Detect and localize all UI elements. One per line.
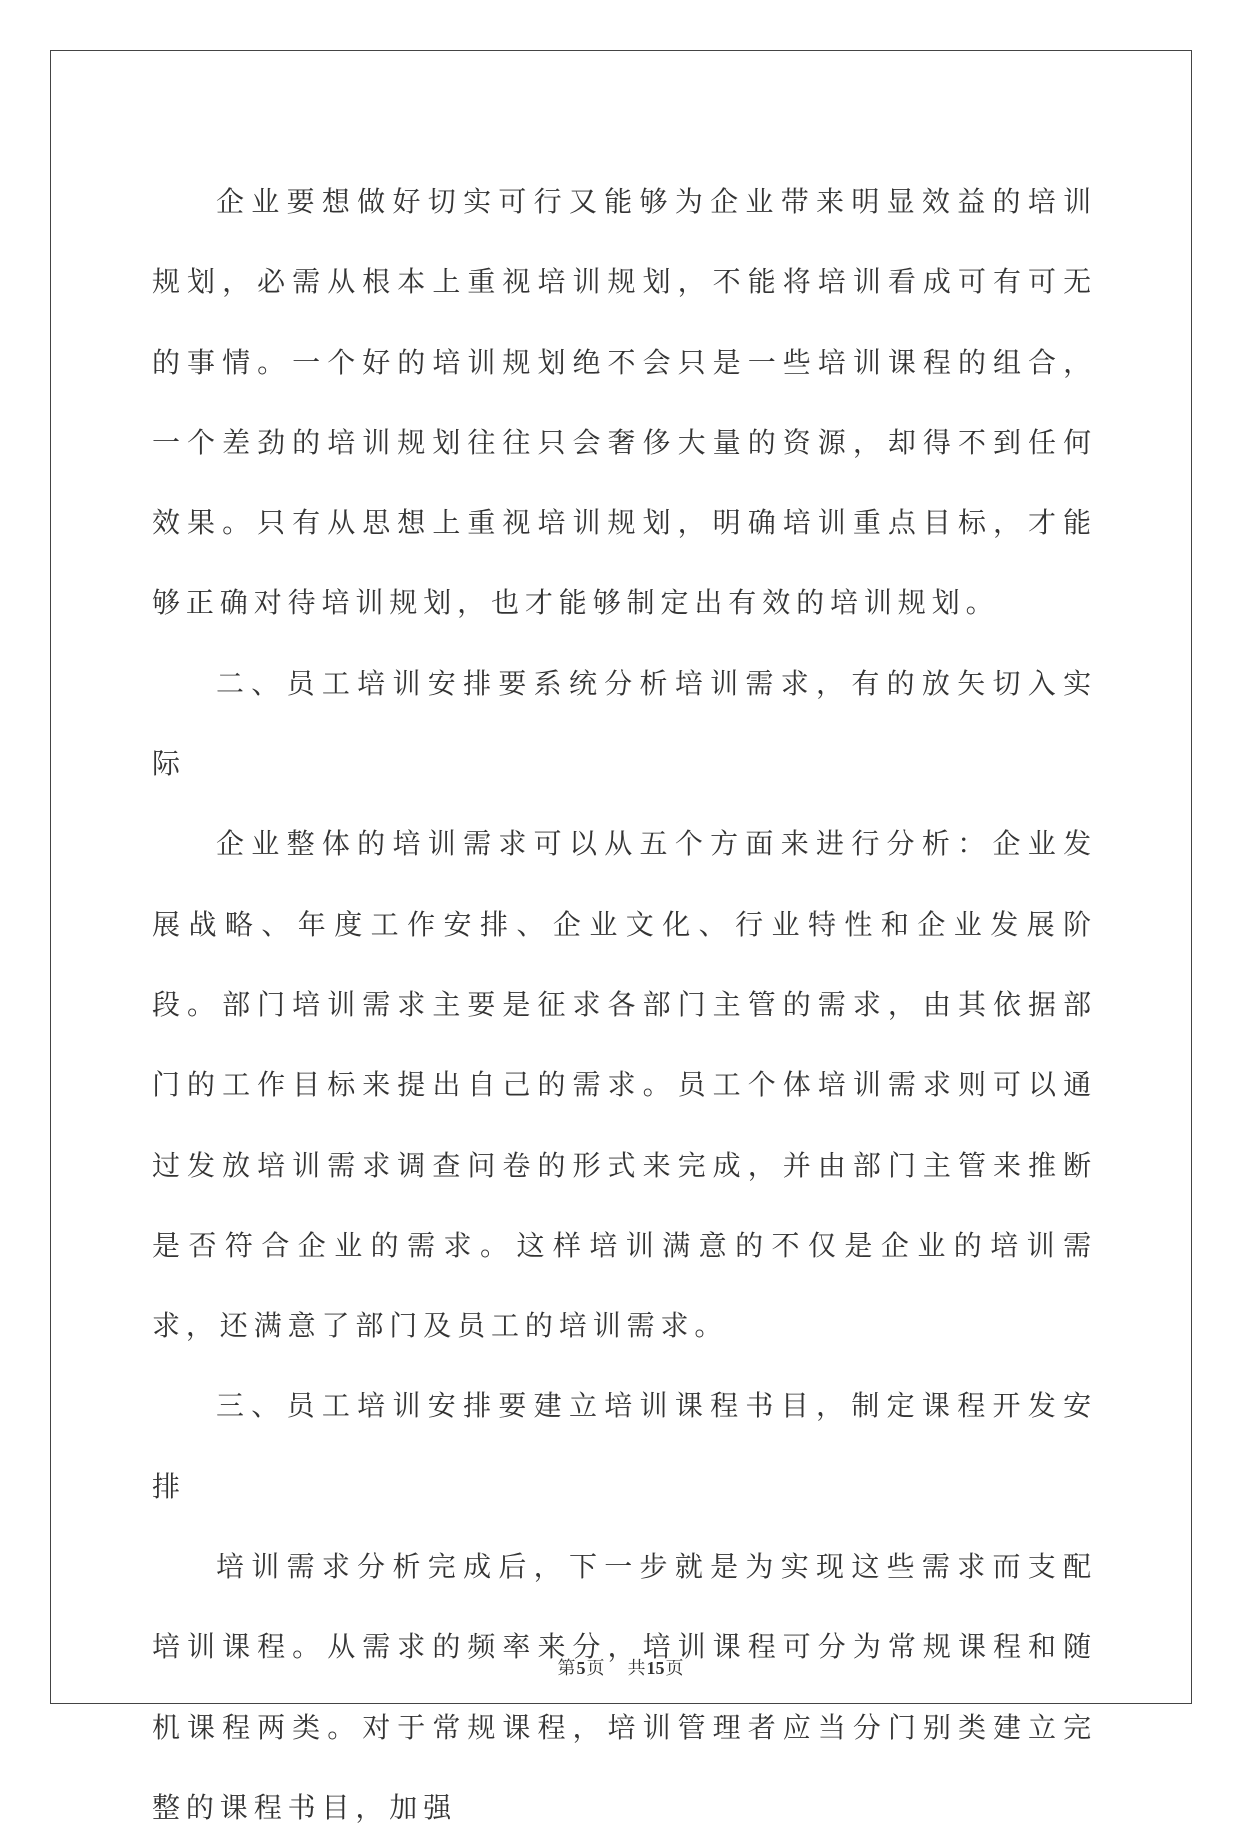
footer-total-suffix: 页 (665, 1658, 684, 1679)
footer-page-suffix: 页 (586, 1658, 605, 1679)
total-pages: 15 (646, 1658, 665, 1678)
footer-total-prefix: 共 (627, 1658, 646, 1679)
footer-prefix: 第 (557, 1658, 576, 1679)
paragraph: 培训需求分析完成后，下一步就是为实现这些需求而支配培训课程。从需求的频率来分，培训课程可分为常规课程和随机课程两类。对于常规课程，培训管理者应当分门别类建立完整的课程书目，加强 (152, 1550, 1097, 1824)
page-footer (0, 1656, 1241, 1681)
document-body (152, 162, 1097, 1848)
paragraph: 企业整体的培训需求可以从五个方面来进行分析：企业发展战略、年度工作安排、企业文化、行业特性和企业发展阶段。部门培训需求主要是征求各部门主管的需求，由其依据部门的工作目标来提出自己的需求。员工个体培训需求则可以通过发放培训需求调查问卷的形式来完成，并由部门主管来推断是否符合企业的需求。这样培训满意的不仅是企业的培训需求，还满意了部门及员工的培训需求。 (152, 827, 1097, 1343)
paragraph: 企业要想做好切实可行又能够为企业带来明显效益的培训规划，必需从根本上重视培训规划，不能将培训看成可有可无的事情。一个好的培训规划绝不会只是一些培训课程的组合，一个差劲的培训规划往往只会奢侈大量的资源，却得不到任何效果。只有从思想上重视培训规划，明确培训重点目标，才能够正确对待培训规划，也才能够制定出有效的培训规划。 (152, 185, 1097, 620)
page-number: 5 (576, 1658, 586, 1678)
section-heading: 三、员工培训安排要建立培训课程书目，制定课程开发安排 (152, 1389, 1097, 1503)
section-heading: 二、员工培训安排要系统分析培训需求，有的放矢切入实际 (152, 666, 1097, 781)
